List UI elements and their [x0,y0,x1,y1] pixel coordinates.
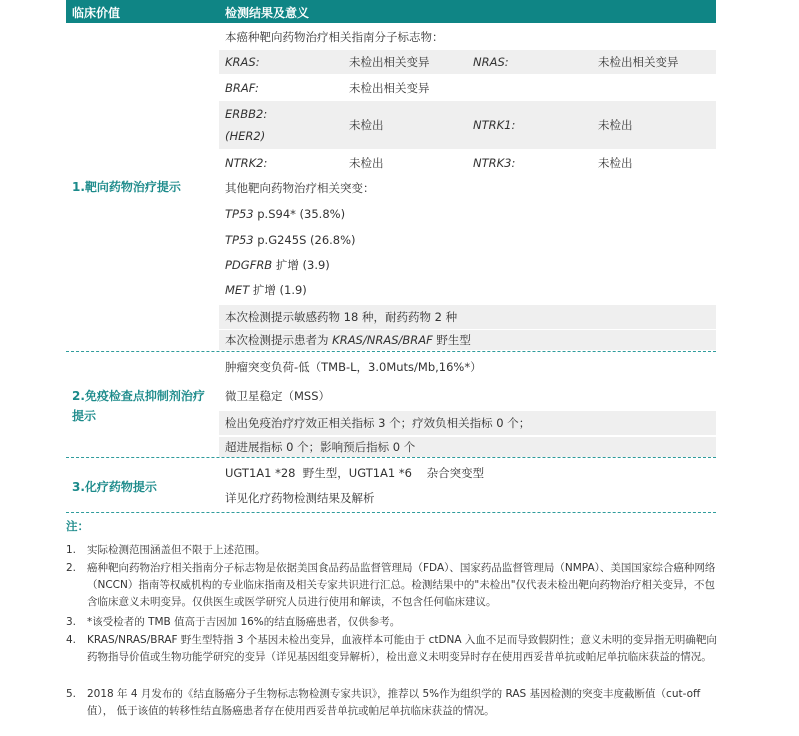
note-number: 4. [66,634,77,646]
notes [66,518,726,717]
note-number: 3. [66,616,77,628]
mutation-detail: 扩增 (3.9) [272,258,330,272]
note-text: 癌种靶向药物治疗相关指南分子标志物是依据美国食品药品监督管理局（FDA）、国家药品监督管理局（NMPA）、美国国家综合癌种网络（NCCN）指南等权威机构的专业临床指南及相关专家共识进行汇总。检测结果中的"未检出"仅代表未检出靶向药物治疗相关变异，不包含临床意义未明变异。仅供医生或医学研究人员进行使用和解读，不包含任何临床建议。 [87,562,716,608]
note-number: 2. [66,562,77,574]
mutation-detail: p.G245S (26.8%) [253,233,356,247]
immune-row [219,437,716,457]
marker-gene: BRAF: [225,81,259,95]
other-title-row [219,178,716,200]
header-col-clinical-value: 临床价值 [72,6,121,20]
marker-result: 未检出相关变异 [349,81,430,95]
chemo-detail-link: 详见化疗药物检测结果及解析 [225,491,375,505]
note-number: 5. [66,688,77,700]
note-text: 实际检测范围涵盖但不限于上述范围。 [87,544,266,556]
summary-row [219,330,716,350]
section-label-immune-line2: 提示 [72,409,97,423]
mutation-row [219,204,716,226]
section-label-chemo: 3.化疗药物提示 [72,480,157,494]
note-text: KRAS/NRAS/BRAF 野生型特指 3 个基因未检出变异，血液样本可能由于 ctDNA 入血不足而导致假阴性；意义未明的变异指无明确靶向药物指导价值或生物功能学研究的变异（详见基因组变异解析），检出意义未明变异时存在使用西妥昔单抗或帕尼单抗临床获益的情况。 [87,634,717,663]
marker-gene: NTRK1: [473,118,516,132]
ugt1a1-result: UGT1A1 *28 野生型，UGT1A1 *6 杂合突变型 [225,466,485,480]
notes-title: 注： [66,519,89,533]
marker-row [219,101,716,149]
mutation-detail: p.S94* (35.8%) [253,207,346,221]
msi-result: 微卫星稳定（MSS） [225,389,331,403]
immune-efficacy-markers: 检出免疫治疗疗效正相关指标 3 个；疗效负相关指标 0 个； [225,416,531,430]
marker-result: 未检出 [349,118,384,132]
immune-row [219,386,716,408]
chemo-row [219,463,716,485]
tmb-result: 肿瘤突变负荷-低（TMB-L，3.0Muts/Mb,16%*） [225,360,482,374]
wildtype-summary-suffix: 野生型 [432,333,471,347]
mutation-gene: PDGFRB [225,258,273,272]
summary-row [219,305,716,329]
marker-gene: KRAS: [225,55,260,69]
marker-gene: NTRK2: [225,156,268,170]
marker-result: 未检出相关变异 [598,55,679,69]
marker-gene: NTRK3: [473,156,516,170]
guideline-title: 本癌种靶向药物治疗相关指南分子标志物： [225,30,444,44]
mutation-gene: TP53 [225,233,254,247]
note-number: 1. [66,544,77,556]
mutation-row [219,230,716,252]
note-text: 2018 年 4 月发布的《结直肠癌分子生物标志物检测专家共识》，推荐以 5%作为组织学的 RAS 基因检测的突变丰度截断值（cut-off 值）， 低于该值的转移性结直肠癌患者存在使用西妥昔单抗或帕尼单抗临床获益的情况。 [87,688,701,717]
section-divider [66,351,716,352]
wildtype-genes: KRAS/NRAS/BRAF [332,333,433,347]
sensitive-drug-summary: 本次检测提示敏感药物 18 种，耐药药物 2 种 [225,310,458,324]
marker-result: 未检出 [598,156,633,170]
section-divider [66,457,716,458]
immune-row [219,357,716,379]
header-col-results: 检测结果及意义 [225,6,310,20]
other-mutations-title: 其他靶向药物治疗相关突变： [225,181,375,195]
section-label-immune-line1: 2.免疫检查点抑制剂治疗 [72,389,205,403]
marker-gene-alias: (HER2) [225,129,266,143]
section-label-immune [72,386,205,426]
guideline-title-row [219,27,716,49]
note-text: *该受检者的 TMB 值高于吉因加 16%的结直肠癌患者，仅供参考。 [87,616,401,628]
marker-row [219,50,716,74]
mutation-row [219,280,716,302]
wildtype-summary-prefix: 本次检测提示患者为 [225,333,333,347]
marker-gene: NRAS: [473,55,509,69]
mutation-row [219,255,716,277]
marker-row [219,151,716,175]
section-label-targeted: 1.靶向药物治疗提示 [72,180,181,194]
marker-result: 未检出相关变异 [349,55,430,69]
chemo-row [219,488,716,510]
section-divider [66,512,716,513]
marker-gene: ERBB2: [225,107,268,121]
hyperprogression-markers: 超进展指标 0 个；影响预后指标 0 个 [225,440,416,454]
table-header [66,0,716,23]
marker-row [219,76,716,100]
mutation-gene: TP53 [225,207,254,221]
mutation-detail: 扩增 (1.9) [249,283,307,297]
mutation-gene: MET [225,283,250,297]
marker-result: 未检出 [349,156,384,170]
marker-result: 未检出 [598,118,633,132]
immune-row [219,411,716,435]
